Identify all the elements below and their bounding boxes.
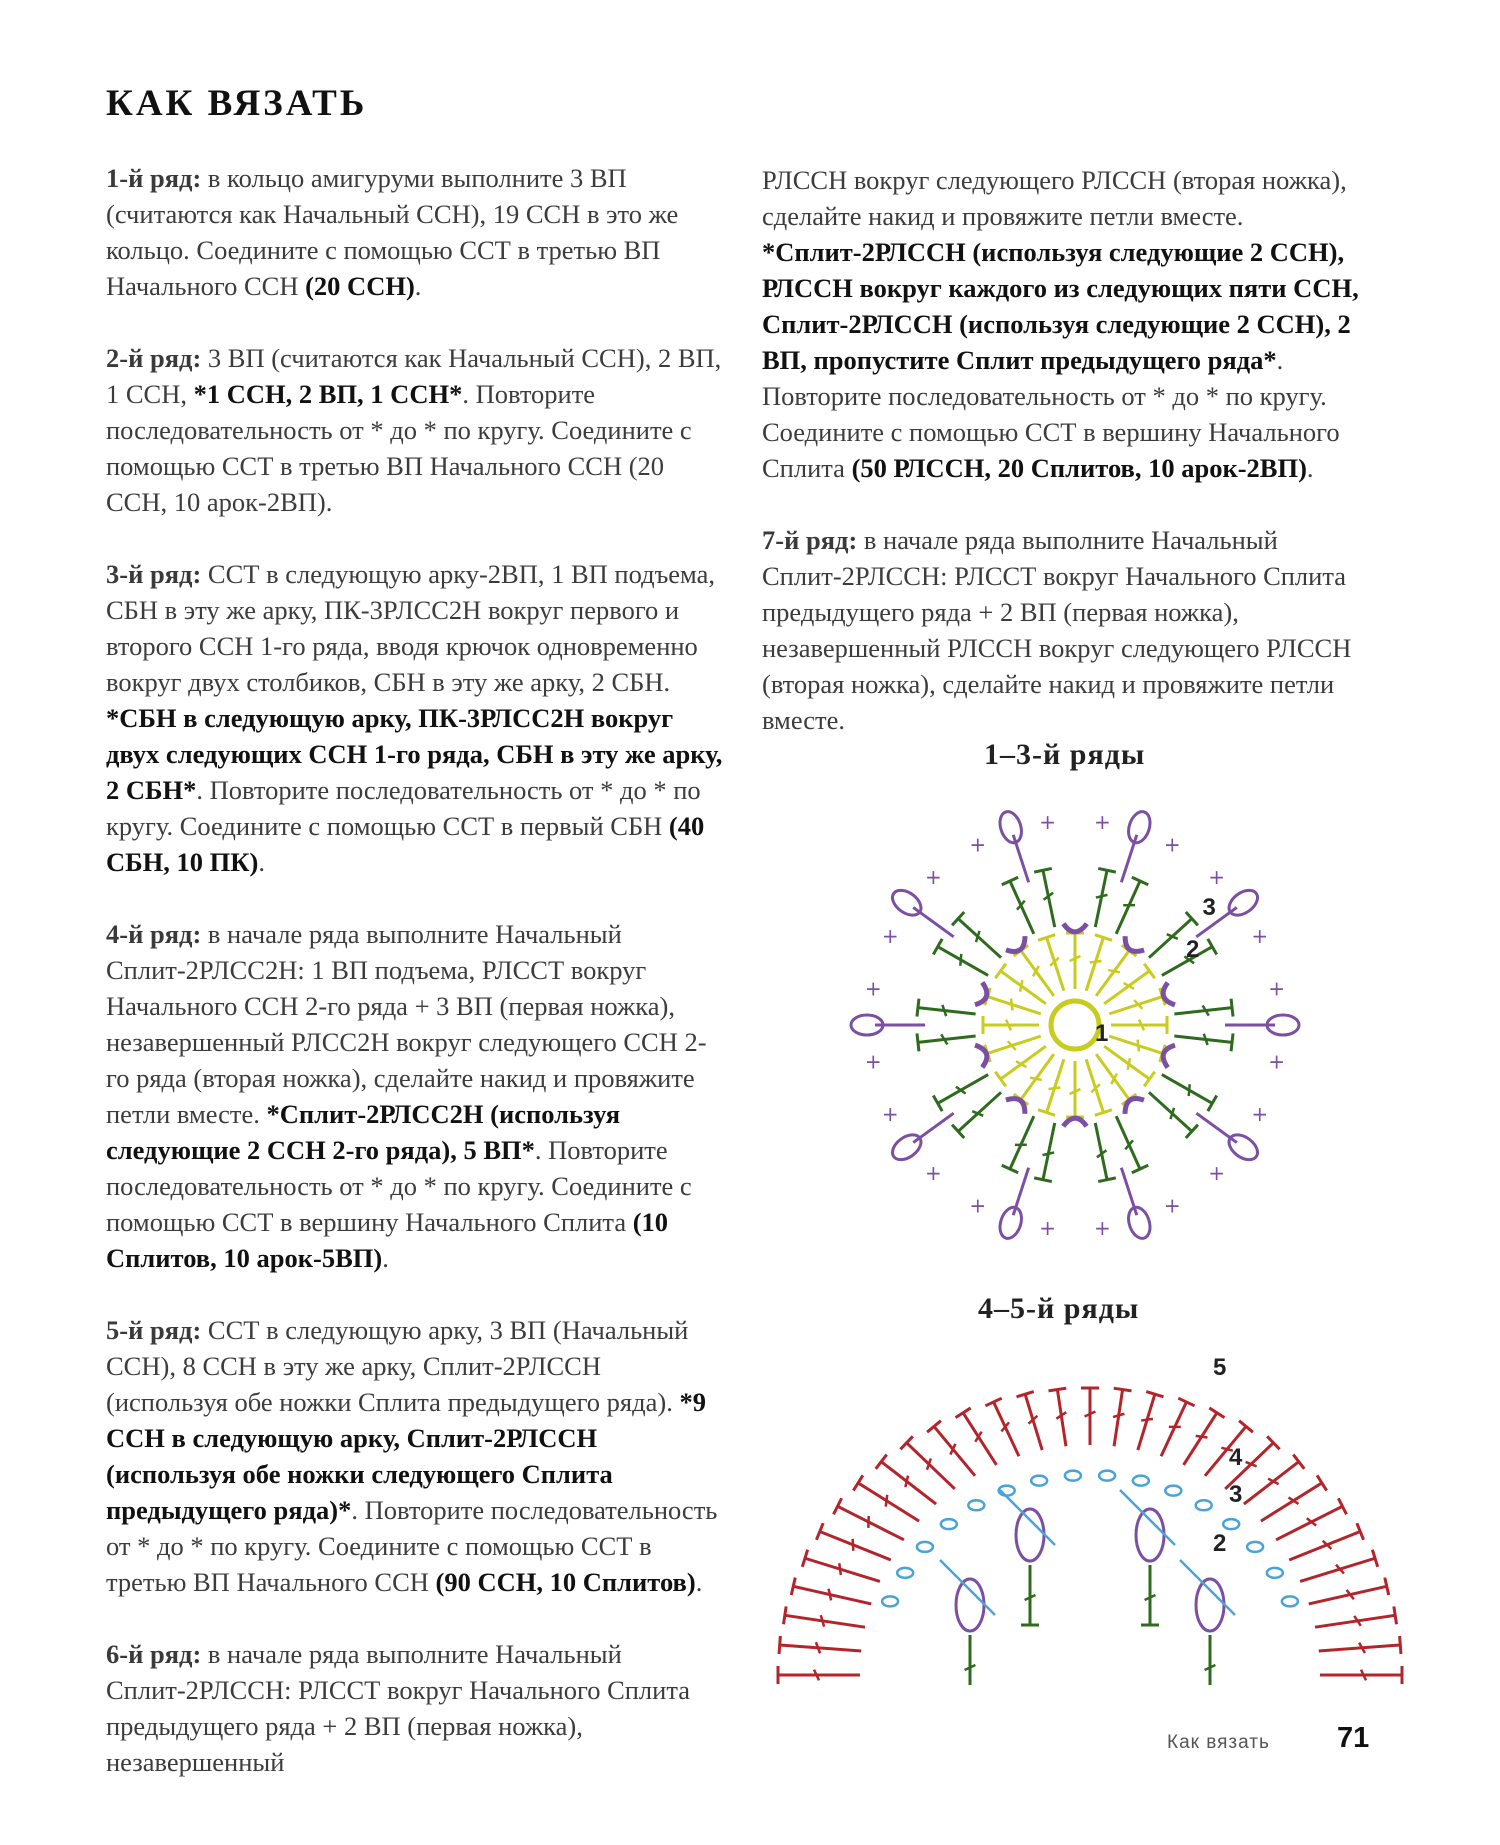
row4-split <box>940 1560 995 1615</box>
row2-stitch <box>1116 1116 1140 1169</box>
row2-stitch <box>1162 1075 1212 1104</box>
row-text: ССТ в следующую арку, 3 ВП (Начальный ССН), 8 ССН в эту же арку, Сплит-2РЛССН (используя обе ножки Сплита предыдущего ряда). <box>106 1315 689 1417</box>
row2-stitch <box>1116 881 1140 934</box>
row5-stitch-top <box>791 1578 795 1596</box>
row2-stitch-top <box>917 999 919 1017</box>
row3-puff <box>956 1579 984 1631</box>
row5-stitch-top <box>1209 1408 1224 1418</box>
row5-stitch-top <box>784 1606 787 1624</box>
row2-stitch <box>938 947 988 976</box>
row2-stitch-top <box>1034 868 1052 872</box>
row-7-instructions <box>762 522 1402 738</box>
row5-stitch <box>820 1531 891 1560</box>
row4-chain <box>968 1500 984 1510</box>
row1-stitch-top <box>1144 964 1155 979</box>
left-column <box>106 160 726 1816</box>
sc-plus-mark: + <box>969 1193 987 1218</box>
sc-plus-mark: + <box>1208 1161 1225 1186</box>
row4-chain <box>1282 1596 1298 1606</box>
diagram-1-title: 1–3-й ряды <box>984 738 1146 771</box>
row5-stitch <box>1309 1586 1387 1604</box>
magic-ring <box>1051 1001 1099 1049</box>
row5-stitch-bar <box>1141 1419 1153 1421</box>
row3-puff <box>1016 1509 1044 1561</box>
sc-plus-mark: + <box>864 1049 882 1074</box>
row5-stitch <box>1161 1402 1186 1456</box>
row1-stitch-top <box>995 964 1006 979</box>
row-number-label: 4 <box>1229 1444 1243 1471</box>
row3-arc <box>1063 1118 1086 1126</box>
row5-stitch-top <box>1385 1578 1389 1596</box>
row-1-instructions <box>106 160 726 304</box>
sc-plus-mark: + <box>1094 1216 1111 1241</box>
row1-stitch <box>1047 1059 1064 1112</box>
row5-stitch-bar <box>886 1495 887 1507</box>
row5-stitch-bar <box>829 1589 831 1601</box>
row5-stitch-top <box>1048 1388 1066 1391</box>
right-column <box>762 162 1402 774</box>
row4-chain <box>1065 1471 1081 1481</box>
row-5-instructions <box>106 1312 726 1600</box>
row-bold-text-2: (40 СБН, 10 ПК) <box>106 811 705 877</box>
row1-stitch <box>1086 938 1103 991</box>
row-text-end: . <box>414 271 422 301</box>
row-label: 4-й ряд: <box>106 919 202 949</box>
row1-stitch <box>988 1036 1041 1053</box>
row1-stitch-bar <box>1128 1058 1130 1070</box>
row2-stitch-bar <box>1096 895 1108 898</box>
row5-stitch-bar <box>905 1476 908 1488</box>
row3-arc <box>1006 936 1025 951</box>
row5-stitch-bar <box>1113 1414 1124 1417</box>
row4-chain <box>1165 1486 1181 1496</box>
row2-stitch-bar <box>960 954 961 966</box>
row3-arc <box>1125 936 1144 951</box>
row-label: 7-й ряд: <box>762 525 858 555</box>
row2-stitch-bar <box>1189 1084 1190 1096</box>
row3-puff <box>996 809 1025 846</box>
row1-stitch <box>1109 1036 1162 1053</box>
row-bold-text: *1 ССН, 2 ВП, 1 ССН* <box>193 379 463 409</box>
sc-plus-mark: + <box>1251 1101 1269 1126</box>
row5-stitch <box>1184 1413 1217 1465</box>
row2-stitch-bar <box>976 931 980 942</box>
row4-chain <box>1223 1519 1239 1529</box>
row5-stitch-top <box>779 1636 780 1654</box>
sc-plus-mark: + <box>1094 809 1111 834</box>
row2-stitch-top <box>1208 1095 1217 1111</box>
row3-arc <box>1006 1099 1025 1114</box>
row4-chain <box>897 1568 913 1578</box>
row5-stitch <box>934 1426 975 1475</box>
row5-stitch-bar <box>821 1615 824 1626</box>
row-number-label: 1 <box>1095 1020 1109 1048</box>
row-text-end: . <box>1306 453 1314 483</box>
row5-stitch <box>858 1483 919 1521</box>
row-6-continued <box>762 162 1402 486</box>
sc-plus-mark: + <box>864 976 882 1001</box>
row-bold-text-2: (10 Сплитов, 10 арок-5ВП) <box>106 1207 669 1273</box>
row-text-end: . Повторите последовательность от * до * по кругу. Соедините с помощью ССТ в третью ВП Начального ССН (20 ССН, 10 арок-2ВП). <box>106 379 692 517</box>
row2-stitch-top <box>1231 999 1233 1017</box>
row5-stitch-bar <box>853 1539 854 1551</box>
row2-stitch-top <box>1231 1033 1233 1051</box>
row1-stitch-top <box>1144 1072 1155 1087</box>
row5-stitch <box>805 1558 880 1581</box>
row5-stitch <box>994 1402 1019 1456</box>
row-text: в кольцо амигуруми выполните 3 ВП (считаются как Начальный ССН), 19 ССН в это же кольцо. Соедините с помощью ССТ в третью ВП Начального ССН <box>106 163 679 301</box>
row5-stitch-top <box>876 1455 887 1469</box>
row2-stitch-bar <box>1170 1108 1174 1119</box>
diagram-2-title: 4–5-й ряды <box>978 1292 1140 1325</box>
row2-stitch-top <box>1098 1178 1116 1182</box>
row3-arc <box>975 1045 987 1067</box>
row-text-2: . Повторите последовательность от * до * по кругу. Соедините с помощью ССТ в третью ВП Начального ССН <box>106 1495 718 1597</box>
row-label: 2-й ряд: <box>106 343 202 373</box>
row-text-end: . <box>382 1243 389 1273</box>
sc-plus-mark: + <box>1268 1049 1286 1074</box>
sc-plus-mark: + <box>881 924 899 949</box>
sc-plus-mark: + <box>881 1101 899 1126</box>
row1-stitch <box>1109 997 1162 1014</box>
row5-stitch <box>793 1586 871 1604</box>
row4-chain <box>1099 1471 1115 1481</box>
footer-section-label: Как вязать <box>1167 1732 1270 1753</box>
sc-plus-mark: + <box>1163 1193 1181 1218</box>
row-6-instructions <box>106 1636 726 1780</box>
row4-chain <box>1267 1568 1283 1578</box>
row-text: в начале ряда выполните Начальный Сплит-2РЛСС2Н: 1 ВП подъема, РЛССТ вокруг Начального ССН 2-го ряда + 3 ВП (первая ножка), незавершенный РЛСС2Н вокруг следующего ССН 2-го ряда (вторая ножка), сделайте накид и провяжите петли вместе. <box>106 919 707 1129</box>
row-text-end: . <box>695 1567 703 1597</box>
row2-stitch-top <box>1098 868 1116 872</box>
row-bold-text: *Сплит-2РЛССН (используя следующие 2 ССН), РЛССН вокруг каждого из следующих пяти ССН, Сплит-2РЛССН (используя следующие 2 ССН), 2 ВП, пропустите Сплит предыдущего ряда* <box>762 237 1359 375</box>
row-text-end: . <box>258 847 265 877</box>
row3-puff <box>888 1130 926 1165</box>
row4-chain <box>1133 1476 1149 1486</box>
row2-stitch <box>1149 1092 1192 1131</box>
row1-stitch-bar <box>1049 1088 1061 1089</box>
row5-stitch <box>1289 1531 1360 1560</box>
row5-stitch <box>907 1443 955 1489</box>
row2-stitch <box>1010 881 1034 934</box>
row3-puff <box>1224 885 1262 920</box>
row4-split <box>1180 1560 1235 1615</box>
row-number-label: 3 <box>1202 894 1216 921</box>
row-text: 3 ВП (считаются как Начальный ССН), 2 ВП, 1 ССН, <box>106 343 722 409</box>
row2-stitch-top <box>917 1033 919 1051</box>
row1-stitch-bar <box>1090 961 1102 962</box>
sc-plus-mark: + <box>1251 924 1269 949</box>
row-number-label: 2 <box>1213 1530 1227 1557</box>
row4-split <box>1120 1490 1175 1545</box>
row-text-2: . Повторите последовательность от * до * по кругу. Соедините с помощью ССТ в вершину Начального Сплита <box>106 1135 692 1237</box>
row-label: 5-й ряд: <box>106 1315 202 1345</box>
row2-stitch <box>1043 1123 1055 1180</box>
row3-puff <box>1125 809 1154 846</box>
row3-puff <box>1136 1509 1164 1561</box>
row5-stitch <box>1300 1558 1375 1581</box>
row2-stitch <box>1095 870 1107 927</box>
row-number-label: 5 <box>1213 1354 1227 1381</box>
row-label: 6-й ряд: <box>106 1639 202 1669</box>
row-4-instructions <box>106 916 726 1276</box>
row-bold-text: *Сплит-2РЛСС2Н (используя следующие 2 ССН 2-го ряда), 5 ВП* <box>106 1099 621 1165</box>
crochet-diagram-rows-4-5 <box>760 1345 1420 1685</box>
row5-stitch-top <box>853 1475 863 1490</box>
row1-stitch-top <box>995 1072 1006 1087</box>
row5-stitch <box>1025 1394 1042 1450</box>
row5-stitch-top <box>1293 1455 1304 1469</box>
row1-stitch-bar <box>1030 1078 1042 1080</box>
sc-plus-mark: + <box>925 864 942 889</box>
row3-puff <box>1224 1130 1262 1165</box>
sc-plus-mark: + <box>1039 809 1056 834</box>
row5-stitch <box>963 1413 996 1465</box>
row4-split <box>1000 1490 1055 1545</box>
crochet-diagram-rows-1-3 <box>840 790 1310 1260</box>
row2-stitch <box>938 1075 988 1104</box>
row5-stitch <box>1319 1645 1401 1651</box>
row4-chain <box>917 1542 933 1552</box>
row2-stitch-top <box>933 1095 942 1111</box>
row3-puff <box>1125 1205 1154 1242</box>
row-text: в начале ряда выполните Начальный Сплит-2РЛССН: РЛССТ вокруг Начального Сплита предыдущего ряда + 2 ВП (первая ножка), незавершенный РЛССН вокруг следующего РЛССН (вторая ножка), сделайте накид и провяжите петли вместе. <box>762 525 1352 735</box>
row4-chain <box>941 1519 957 1529</box>
row5-stitch-bar <box>1196 1436 1208 1438</box>
row1-stitch <box>988 997 1041 1014</box>
row-bold-text: *9 ССН в следующую арку, Сплит-2РЛССН (используя обе ножки следующего Сплита предыдущего ряда)* <box>106 1387 706 1525</box>
row5-stitch <box>1261 1483 1322 1521</box>
row5-stitch-top <box>1400 1636 1401 1654</box>
row-text: в начале ряда выполните Начальный Сплит-2РЛССН: РЛССТ вокруг Начального Сплита предыдущего ряда + 2 ВП (первая ножка), незавершенный <box>106 1639 691 1777</box>
row1-stitch-bar <box>1108 970 1120 972</box>
row4-chain <box>1031 1476 1047 1486</box>
row3-arc <box>1163 1045 1175 1067</box>
row2-stitch <box>1010 1116 1034 1169</box>
row3-puff <box>1196 1579 1224 1631</box>
row3-puff <box>996 1205 1025 1242</box>
row-label: 1-й ряд: <box>106 163 202 193</box>
row4-chain <box>882 1596 898 1606</box>
row-bold-text: *СБН в следующую арку, ПК-3РЛСС2Н вокруг двух следующих ССН 1-го ряда, СБН в эту же арку, 2 СБН* <box>106 703 723 805</box>
row1-stitch-bar <box>1020 980 1022 992</box>
row3-arc <box>975 982 987 1004</box>
row5-stitch-top <box>1394 1606 1397 1624</box>
row2-stitch-top <box>1034 1178 1052 1182</box>
row1-stitch <box>1047 938 1064 991</box>
row-bold-text-2: (50 РЛССН, 20 Сплитов, 10 арок-2ВП) <box>851 453 1307 483</box>
row-number-label: 2 <box>1186 935 1200 963</box>
sc-plus-mark: + <box>969 832 987 857</box>
page-title: КАК ВЯЗАТЬ <box>106 83 368 124</box>
row-3-instructions <box>106 556 726 880</box>
row1-stitch-bar <box>1011 999 1012 1011</box>
row2-stitch <box>1174 1036 1232 1042</box>
row1-stitch-bar <box>1138 1040 1139 1052</box>
sc-plus-mark: + <box>1039 1216 1056 1241</box>
row-text: РЛССН вокруг следующего РЛССН (вторая ножка), сделайте накид и провяжите петли вместе. <box>762 165 1347 231</box>
row-text: ССТ в следующую арку-2ВП, 1 ВП подъема, СБН в эту же арку, ПК-3РЛСС2Н вокруг первого и второго ССН 1-го ряда, вводя крючок одновременно вокруг двух столбиков, СБН в эту же арку, 2 СБН. <box>106 559 716 697</box>
row5-stitch-top <box>1114 1388 1132 1391</box>
row-label: 3-й ряд: <box>106 559 202 589</box>
row2-stitch <box>958 1092 1001 1131</box>
row5-stitch <box>1114 1390 1123 1447</box>
row2-stitch-bar <box>1043 1152 1055 1155</box>
row-text-2: . Повторите последовательность от * до * по кругу. Соедините с помощью ССТ в первый СБН <box>106 775 701 841</box>
row5-stitch-top <box>1317 1475 1327 1490</box>
row5-stitch-top <box>956 1408 971 1418</box>
row2-stitch <box>958 919 1001 958</box>
row3-arc <box>1063 924 1086 932</box>
row-number-label: 3 <box>1229 1481 1243 1508</box>
row5-stitch <box>1276 1506 1342 1540</box>
row2-stitch <box>918 1008 976 1014</box>
row3-arc <box>1125 1099 1144 1114</box>
row2-stitch-top <box>1208 939 1217 955</box>
row5-stitch <box>838 1506 904 1540</box>
row-2-instructions <box>106 340 726 520</box>
sc-plus-mark: + <box>925 1161 942 1186</box>
row5-stitch <box>780 1645 862 1651</box>
row-text-2: . Повторите последовательность от * до * по кругу. Соедините с помощью ССТ в вершину Начального Сплита <box>762 345 1340 483</box>
page-number: 71 <box>1337 1722 1370 1754</box>
row3-puff <box>888 885 926 920</box>
row4-chain <box>1196 1500 1212 1510</box>
row5-stitch-bar <box>839 1563 841 1575</box>
row2-stitch-top <box>933 939 942 955</box>
row1-stitch <box>1086 1059 1103 1112</box>
sc-plus-mark: + <box>1208 864 1225 889</box>
row4-chain <box>1247 1542 1263 1552</box>
row-bold-text-2: (90 ССН, 10 Сплитов) <box>435 1567 696 1597</box>
row-bold-text: (20 ССН) <box>305 271 415 301</box>
row3-arc <box>1163 983 1175 1005</box>
sc-plus-mark: + <box>1163 832 1181 857</box>
row5-stitch <box>1138 1394 1155 1450</box>
sc-plus-mark: + <box>1268 976 1286 1001</box>
